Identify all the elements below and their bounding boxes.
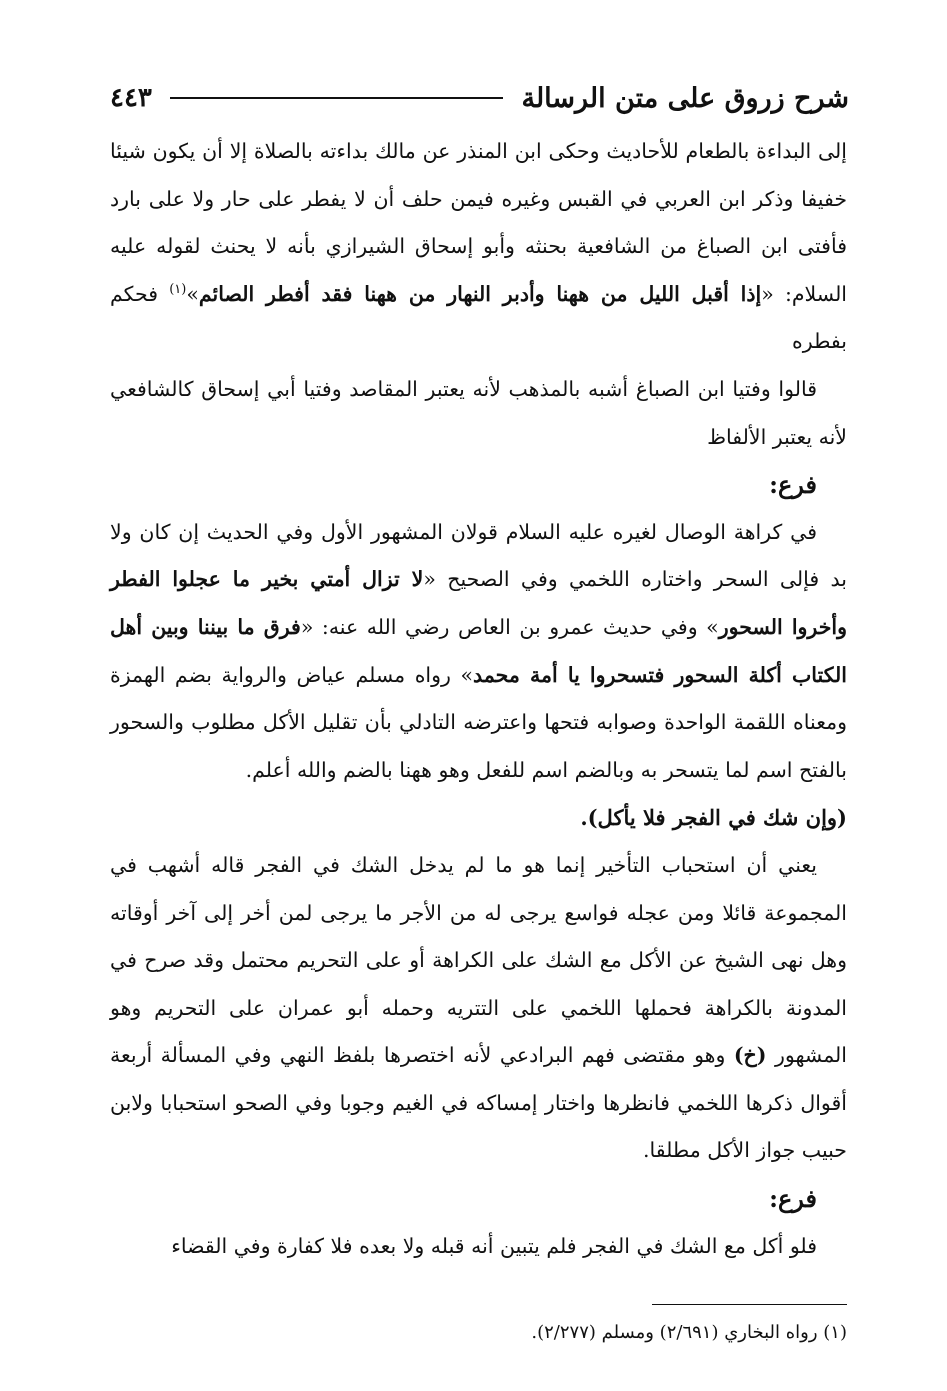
body-text xyxy=(110,128,847,1270)
running-title: شرح زروق على متن الرسالة xyxy=(521,82,849,114)
paragraph-4: يعني أن استحباب التأخير إنما هو ما لم يدخل الشك في الفجر قاله أشهب في المجموعة قائلا ومن عجله فواسع يرجى له من الأجر ما يرجى لمن أخر إلى آخر أوقاته وهل نهى الشيخ عن الأكل مع الشك على الكراهة أو على التحريم محتمل وقد صرح في المدونة بالكراهة فحملها اللخمي على التتريه وحمله أبو عمران على التحريم وهو المشهور (خ) وهو مقتضى فهم البرادعي لأنه اختصرها بلفظ النهي وفي المسألة أربعة أقوال ذكرها اللخمي فانظرها واختار إمساكه في الغيم وجوبا وفي الصحو استحبابا ولابن حبيب جواز الأكل مطلقا. xyxy=(110,852,847,1163)
page-number: ٤٤٣ xyxy=(110,83,152,113)
page-header xyxy=(110,78,849,118)
footnote-rule xyxy=(652,1304,847,1305)
paragraph-2: قالوا وفتيا ابن الصباغ أشبه بالمذهب لأنه يعتبر المقاصد وفتيا أبي إسحاق كالشافعي لأنه يعتبر الألفاظ xyxy=(110,376,847,449)
footnote: (١) رواه البخاري (٢/٦٩١) ومسلم (٢/٢٧٧). xyxy=(531,1322,847,1343)
hadith-quote: لا تزال أمتي بخير ما عجلوا الفطر وأخروا السحور xyxy=(110,567,848,639)
matn-text: (وإن شك في الفجر فلا يأكل). xyxy=(580,805,847,831)
section-heading-far: فرع: xyxy=(769,1184,817,1214)
paragraph-3: في كراهة الوصال لغيره عليه السلام قولان المشهور الأول وفي الحديث إن كان ولا بد فإلى السحر واختاره اللخمي وفي الصحيح «لا تزال أمتي بخير ما عجلوا الفطر وأخروا السحور» وفي حديث عمرو بن العاص رضي الله عنه: «فرق ما بيننا وبين أهل الكتاب أكلة السحور فتسحروا يا أمة محمد» رواه مسلم عياض والرواية بضم الهمزة ومعناه اللقمة الواحدة وصوابه فتحها واعترضه التادلي بأن تقليل الأكل مطلوب والسحور بالفتح اسم لما يتسحر به وبالضم اسم للفعل وهو ههنا بالضم والله أعلم. xyxy=(110,519,848,782)
section-heading-far: فرع: xyxy=(769,470,817,500)
footnote-marker: (١) xyxy=(169,281,187,297)
abbreviation: (خ) xyxy=(733,1043,767,1068)
header-rule xyxy=(170,97,504,99)
hadith-quote: فرق ما بيننا وبين أهل الكتاب أكلة السحور فتسحروا يا أمة محمد xyxy=(110,614,847,687)
paragraph-1: إلى البداءة بالطعام للأحاديث وحكى ابن المنذر عن مالك بداءته بالصلاة إلا أن يكون شيئا خفيفا وذكر ابن العربي في القبس وغيره فيمن حلف أن لا يفطر على حار ولا على بارد فأفتى ابن الصباغ من الشافعية بحنثه وأبو إسحاق الشيرازي بأنه لا يحنث لقوله عليه السلام: «إذا أقبل الليل من ههنا وأدبر النهار من ههنا فقد أفطر الصائم»$^{(١)}$ فحكم بفطره xyxy=(110,139,848,354)
paragraph-5: فلو أكل مع الشك في الفجر فلم يتبين أنه قبله ولا بعده فلا كفارة وفي القضاء xyxy=(171,1233,817,1258)
hadith-quote: إذا أقبل الليل من ههنا وأدبر النهار من ههنا فقد أفطر الصائم xyxy=(198,281,762,306)
